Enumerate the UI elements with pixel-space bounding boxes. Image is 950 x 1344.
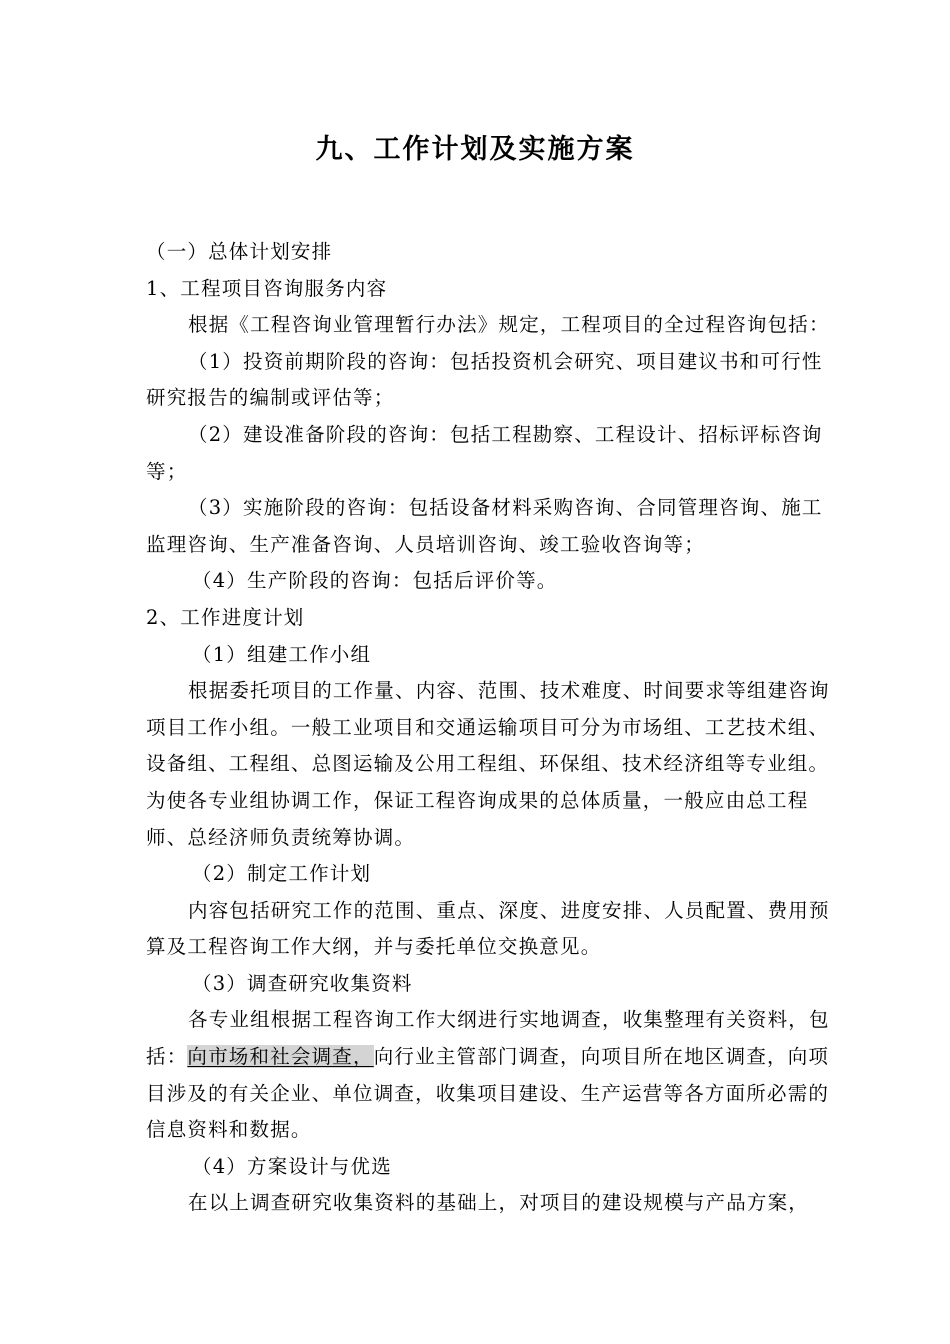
item1-paragraph-4: （4）生产阶段的咨询：包括后评价等。	[192, 569, 558, 593]
page-title: 九、工作计划及实施方案	[315, 134, 635, 165]
item2-heading: 2、工作进度计划	[146, 605, 305, 629]
section-heading: （一）总体计划安排	[146, 240, 333, 263]
item1-intro: 根据《工程咨询业管理暂行办法》规定，工程项目的全过程咨询包括：	[188, 313, 830, 337]
step2-heading: （2）制定工作计划	[192, 862, 372, 886]
item1-heading: 1、工程项目咨询服务内容	[146, 276, 388, 300]
step3-body-start: 各专业组根据工程咨询工作大纲进行实地调查，收集整理有关资料，包括：	[146, 1008, 830, 1069]
item1-paragraph-2: （2）建设准备阶段的咨询：包括工程勘察、工程设计、招标评标咨询等；	[146, 422, 823, 483]
step4-heading: （4）方案设计与优选	[192, 1154, 392, 1178]
step3-heading: （3）调查研究收集资料	[192, 971, 413, 995]
step3-body-end: 向行业主管部门调查，向项目所在地区调查，向项目涉及的有关企业、单位调查，收集项目建设、生产运营等各方面所必需的信息资料和数据。	[146, 1045, 830, 1142]
step1-body: 根据委托项目的工作量、内容、范围、技术难度、时间要求等组建咨询项目工作小组。一般工业项目和交通运输项目可分为市场组、工艺技术组、设备组、工程组、总图运输及公用工程组、环保组、技术经济组等专业组。为使各专业组协调工作，保证工程咨询成果的总体质量，一般应由总工程师、总经济师负责统筹协调。	[146, 679, 830, 849]
item1-paragraph-1: （1）投资前期阶段的咨询：包括投资机会研究、项目建议书和可行性研究报告的编制或评估等；	[146, 349, 823, 410]
item1-paragraph-3: （3）实施阶段的咨询：包括设备材料采购咨询、合同管理咨询、施工监理咨询、生产准备咨询、人员培训咨询、竣工验收咨询等；	[146, 496, 823, 556]
step1-heading: （1）组建工作小组	[192, 642, 372, 666]
highlighted-text: 向市场和社会调查，	[187, 1045, 374, 1069]
step2-body: 内容包括研究工作的范围、重点、深度、进度安排、人员配置、费用预算及工程咨询工作大纲，并与委托单位交换意见。	[146, 898, 830, 959]
document-body	[146, 234, 842, 1222]
step4-body: 在以上调查研究收集资料的基础上，对项目的建设规模与产品方案，	[188, 1191, 810, 1215]
step3-body	[146, 1002, 842, 1148]
